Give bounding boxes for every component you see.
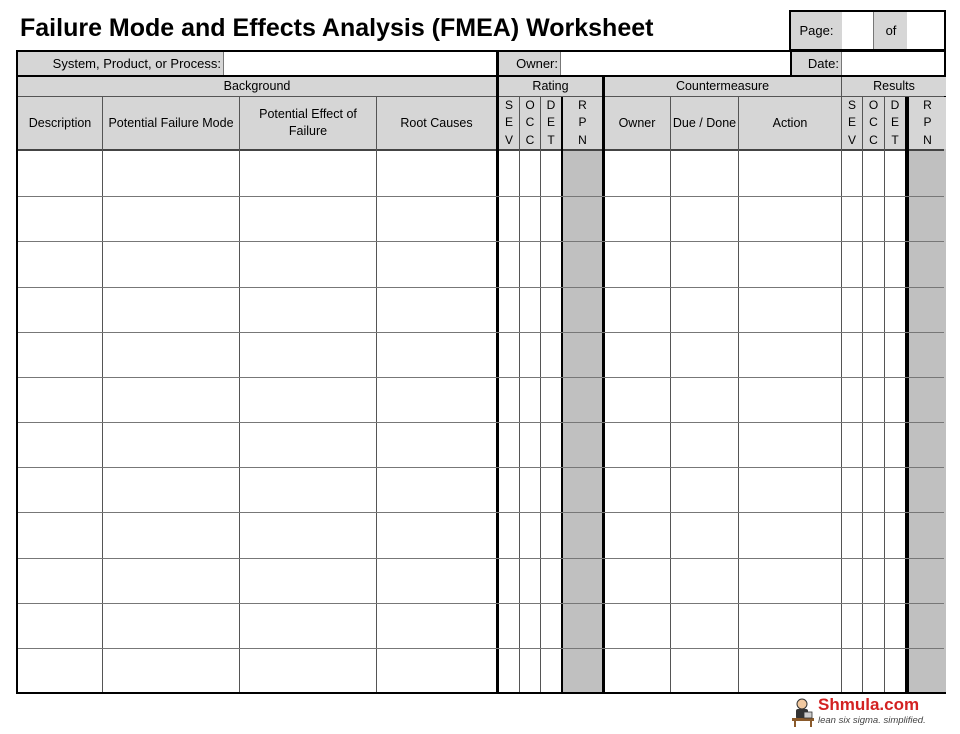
row-separator (18, 241, 944, 242)
col-owner: Owner (604, 97, 670, 149)
letter: C (869, 132, 878, 147)
owner-field[interactable] (560, 52, 790, 75)
letter: E (890, 115, 899, 130)
col-due-done: Due / Done (671, 97, 738, 149)
letter: O (525, 98, 535, 113)
letter: D (546, 98, 556, 113)
letter: V (504, 132, 513, 147)
date-label: Date: (790, 52, 841, 75)
letter: T (891, 132, 899, 147)
letter: C (869, 115, 878, 130)
logo-tagline: lean six sigma. simplified. (818, 715, 926, 726)
group-countermeasure: Countermeasure (604, 77, 841, 96)
group-header-divider (18, 96, 944, 97)
col-results-rpn (909, 97, 946, 149)
letter: E (504, 115, 513, 130)
shmula-logo (790, 694, 950, 732)
row-separator (18, 377, 944, 378)
section-divider (496, 77, 499, 692)
page-total-field[interactable] (907, 12, 944, 49)
letter: V (847, 132, 856, 147)
col-line (841, 77, 842, 692)
row-separator (18, 287, 944, 288)
row-separator (18, 558, 944, 559)
col-rating-det (541, 97, 561, 149)
logo-name: Shmula.com (818, 695, 920, 714)
worksheet-title: Failure Mode and Effects Analysis (FMEA) Worksheet (20, 14, 654, 42)
row-separator (18, 512, 944, 513)
letter: O (868, 98, 879, 113)
mascot-icon (790, 698, 816, 728)
page-label: Page: (791, 12, 842, 49)
col-results-occ (863, 97, 884, 149)
letter: R (578, 98, 587, 113)
group-rating: Rating (499, 77, 602, 96)
page-of-label: of (873, 12, 908, 49)
section-divider (602, 77, 605, 692)
letter: R (923, 98, 932, 113)
row-separator (18, 467, 944, 468)
row-separator (18, 603, 944, 604)
column-header-divider (18, 149, 944, 151)
letter: S (504, 98, 513, 113)
col-root-causes: Root Causes (377, 97, 496, 149)
system-field[interactable] (223, 52, 496, 75)
letter: P (578, 115, 587, 130)
date-field[interactable] (841, 52, 944, 75)
page-number-field[interactable] (842, 12, 873, 49)
col-rating-sev (499, 97, 519, 149)
row-separator (18, 422, 944, 423)
row-separator (18, 332, 944, 333)
row-separator (18, 196, 944, 197)
col-failure-mode: Potential Failure Mode (103, 97, 239, 149)
col-results-sev (842, 97, 862, 149)
info-row (16, 50, 946, 76)
group-results: Results (842, 77, 946, 96)
page-number-box (789, 10, 946, 51)
owner-label: Owner: (496, 52, 560, 75)
col-description: Description (18, 97, 102, 149)
row-separator (18, 648, 944, 649)
letter: C (525, 132, 535, 147)
group-background: Background (18, 77, 496, 96)
col-action: Action (739, 97, 841, 149)
letter: T (547, 132, 555, 147)
letter: D (890, 98, 900, 113)
letter: E (546, 115, 555, 130)
system-label: System, Product, or Process: (18, 52, 223, 75)
letter: P (923, 115, 932, 130)
letter: C (525, 115, 535, 130)
col-rating-occ (520, 97, 540, 149)
letter: N (578, 132, 587, 147)
letter: E (847, 115, 856, 130)
col-results-det (885, 97, 905, 149)
fmea-table (16, 76, 946, 694)
letter: N (923, 132, 932, 147)
col-effect: Potential Effect of Failure (240, 97, 376, 149)
col-rating-rpn (563, 97, 602, 149)
letter: S (847, 98, 856, 113)
